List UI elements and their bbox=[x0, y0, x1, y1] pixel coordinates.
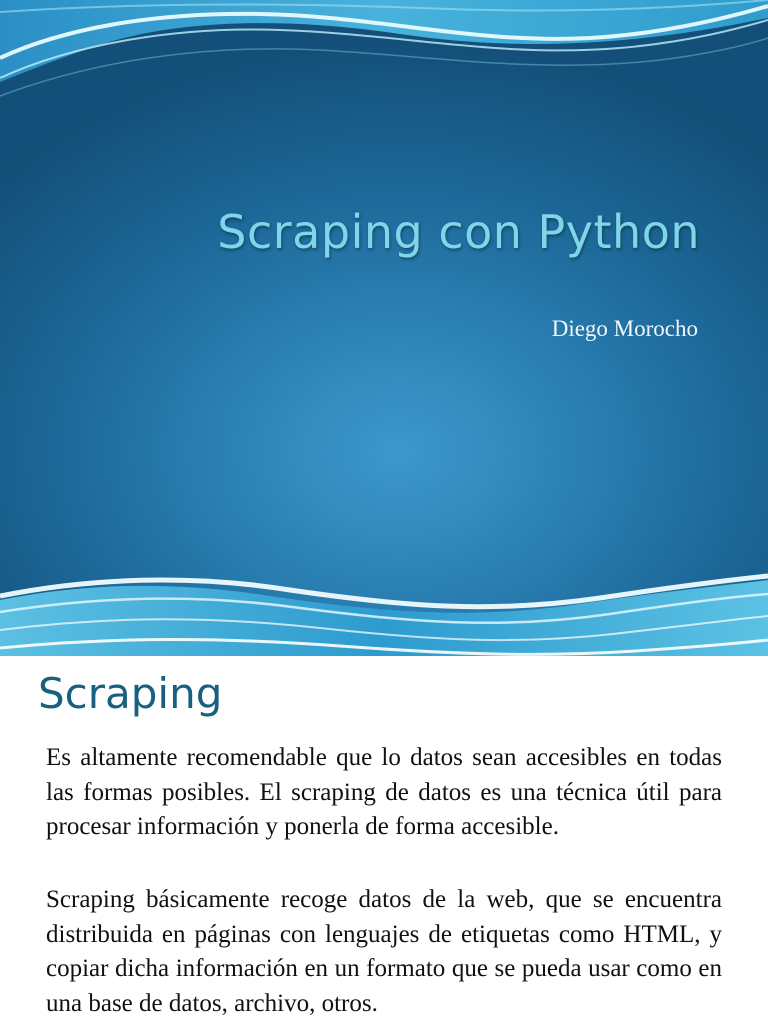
author-name: Diego Morocho bbox=[551, 316, 698, 341]
section-heading: Scraping bbox=[38, 669, 223, 718]
paragraph: Scraping básicamente recoge datos de la web, que se encuentra distribuida en páginas con lenguajes de etiquetas como HTML, y copiar dicha información en un formato que se pueda usar como en una base de datos, archivo, otros. bbox=[46, 886, 722, 1017]
content-slide bbox=[0, 665, 768, 1024]
paragraph: Es altamente recomendable que lo datos sean accesibles en todas las formas posibles. El scraping de datos es una técnica útil para procesar información y ponerla de forma accesible. bbox=[46, 744, 722, 841]
slide-title: Scraping con Python bbox=[217, 205, 700, 259]
